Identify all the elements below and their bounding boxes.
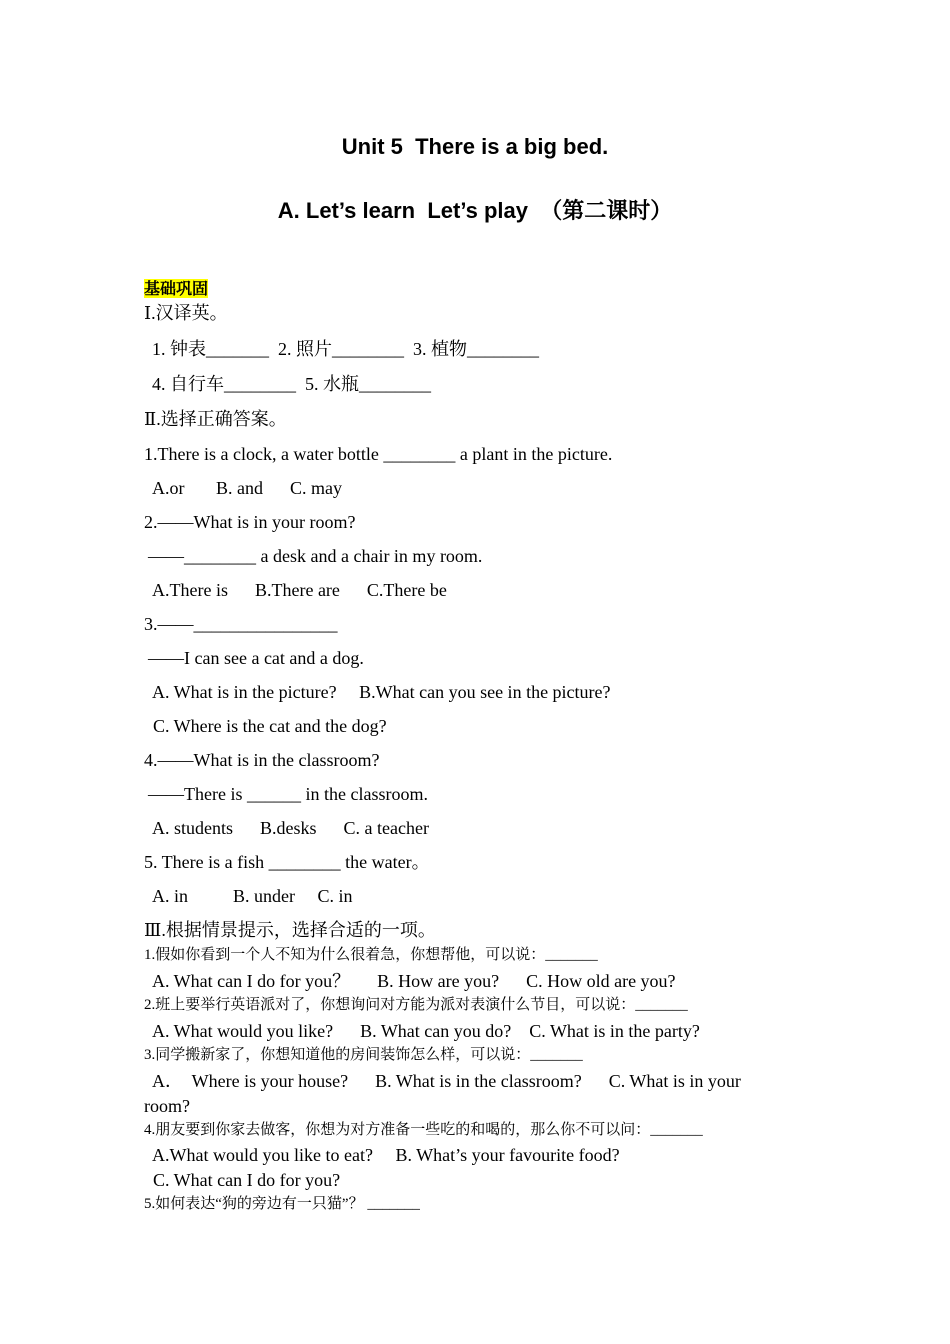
- part3-q4-options-1: A.What would you like to eat? B. What’s your favourite food?: [152, 1145, 620, 1165]
- part2-q3-options-1: A. What is in the picture? B.What can you see in the picture?: [152, 682, 611, 702]
- part3-q5: 5.如何表达“狗的旁边有一只猫”？ _______: [144, 1196, 420, 1212]
- part2-q3-options-2: C. Where is the cat and the dog?: [153, 716, 387, 736]
- part1-heading: Ⅰ.汉译英。: [144, 303, 228, 323]
- part2-q2-answer: ——________ a desk and a chair in my room.: [148, 546, 483, 566]
- part2-q5: 5. There is a fish ________ the water。: [144, 852, 430, 872]
- part2-heading: Ⅱ.选择正确答案。: [144, 409, 287, 429]
- part3-q3-options: A． Where is your house? B. What is in the classroom? C. What is in your: [152, 1071, 741, 1091]
- part2-q4-answer: ——There is ______ in the classroom.: [148, 784, 428, 804]
- section-label: [144, 277, 208, 300]
- part2-q4: 4.——What is in the classroom?: [144, 750, 380, 770]
- part3-q1: 1.假如你看到一个人不知为什么很着急，你想帮他，可以说：_______: [144, 947, 598, 963]
- part2-q2-options: A.There is B.There are C.There be: [152, 580, 447, 600]
- lesson-subtitle: A. Let’s learn Let’s play （第二课时）: [277, 198, 673, 223]
- part2-q1-options: A.or B. and C. may: [152, 478, 342, 498]
- part2-q3: 3.——________________: [144, 614, 338, 634]
- section-label-text: 基础巩固: [144, 279, 209, 298]
- part3-q3: 3.同学搬新家了，你想知道他的房间装饰怎么样，可以说：_______: [144, 1047, 583, 1063]
- part3-q2-options: A. What would you like? B. What can you do? C. What is in the party?: [152, 1021, 700, 1041]
- part3-q3-continuation: room?: [144, 1096, 190, 1116]
- part2-q5-options: A. in B. under C. in: [152, 886, 353, 906]
- part2-q4-options: A. students B.desks C. a teacher: [152, 818, 429, 838]
- part3-heading: Ⅲ.根据情景提示，选择合适的一项。: [144, 920, 436, 940]
- part1-row2: 4. 自行车________ 5. 水瓶________: [152, 374, 431, 394]
- part2-q1: 1.There is a clock, a water bottle ________ a plant in the picture.: [144, 444, 613, 464]
- unit-title: Unit 5 There is a big bed.: [341, 134, 609, 159]
- part2-q3-answer: ——I can see a cat and a dog.: [148, 648, 364, 668]
- part2-q2: 2.——What is in your room?: [144, 512, 356, 532]
- part1-row1: 1. 钟表_______ 2. 照片________ 3. 植物________: [152, 339, 539, 359]
- part3-q4-options-2: C. What can I do for you?: [153, 1170, 341, 1190]
- part3-q2: 2.班上要举行英语派对了，你想询问对方能为派对表演什么节目，可以说：_______: [144, 997, 688, 1013]
- part3-q1-options: A. What can I do for you？ B. How are you? C. How old are you?: [152, 971, 676, 991]
- part3-q4: 4.朋友要到你家去做客，你想为对方准备一些吃的和喝的，那么你不可以问：_______: [144, 1122, 703, 1138]
